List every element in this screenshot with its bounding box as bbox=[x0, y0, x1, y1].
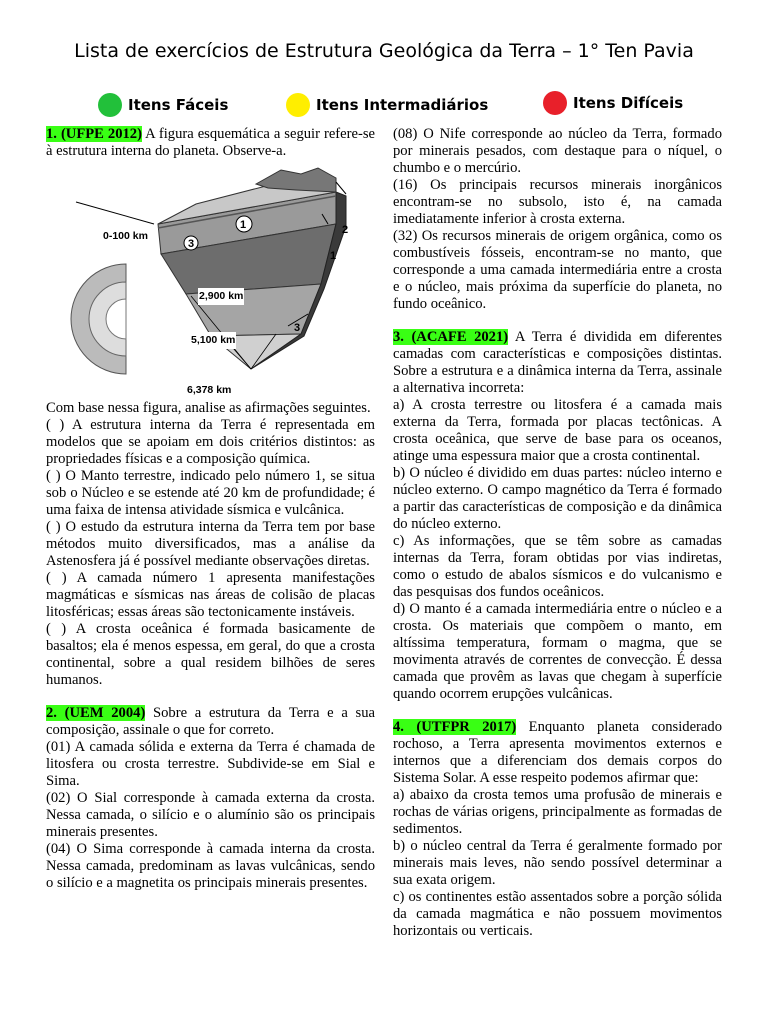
marker-3-circle: 3 bbox=[188, 238, 195, 250]
q1-item-4: ( ) A camada número 1 apresenta manifestações magmáticas e sísmicas nas áreas de colisão de placas litosféricas; essas áreas são tectonicamente instáveis. bbox=[46, 570, 375, 620]
q1-item-2: ( ) O Manto terrestre, indicado pelo número 1, se situa sob o Núcleo e se estende até 20 km de profundidade; é uma faixa de intensa atividade sísmica e vulcânica. bbox=[46, 468, 375, 518]
red-dot-icon bbox=[543, 91, 567, 115]
q3-option-d: d) O manto é a camada intermediária entre o núcleo e a crosta. Os materiais que compõem o manto, em altíssima temperatura, formam o magma, que se movimenta através de correntes de convecção. É dessa camada que provêm as lavas que chegam à superfície quando ocorrem erupções vulcânicas. bbox=[393, 601, 722, 702]
label-6378km: 6,378 km bbox=[186, 382, 232, 399]
q2-tag: 2. (UEM 2004) bbox=[46, 705, 146, 721]
q3-statement: 3. (ACAFE 2021) A Terra é dividida em diferentes camadas com características e composições distintas. Sobre a estrutura e a dinâmica interna da Terra, assinale a alternativa incorreta: bbox=[393, 329, 723, 396]
marker-2: 2 bbox=[342, 224, 349, 236]
q2-statement: 2. (UEM 2004) Sobre a estrutura da Terra e a sua composição, assinale o que for correto. bbox=[46, 705, 375, 738]
q4-option-c: c) os continentes estão assentados sobre a porção sólida da camada magmática e não possuem movimentos horizontais ou verticais. bbox=[393, 889, 722, 939]
legend-easy bbox=[98, 92, 228, 118]
q1-item-5: ( ) A crosta oceânica é formada basicamente de basaltos; ela é menos espessa, em geral, do que a crosta continental, sobre a qual residem bilhões de seres humanos. bbox=[46, 621, 375, 688]
q3-option-c: c) As informações, que se têm sobre as camadas internas da Terra, foram obtidas por vias indiretas, como o estudo de abalos sísmicos e do vulcanismo e das pesquisas dos fundos oceânicos. bbox=[393, 533, 722, 600]
label-2900km: 2,900 km bbox=[198, 288, 244, 305]
q3-option-b: b) O núcleo é dividido em duas partes: núcleo interno e núcleo externo. O campo magnético da Terra é formado a partir das características de composição e da dinâmica do núcleo externo. bbox=[393, 465, 722, 532]
q3-option-a: a) A crosta terrestre ou litosfera é a camada mais externa da Terra, formada por placas tectônicas. A crosta oceânica, que serve de base para os oceanos, atinge uma espessura maior que a crosta continental. bbox=[393, 397, 722, 464]
yellow-dot-icon bbox=[286, 93, 310, 117]
q1-statement: 1. (UFPE 2012) A figura esquemática a seguir refere-se à estrutura interna do planeta. Observe-a. bbox=[46, 126, 375, 159]
legend-hard-label: Itens Difíceis bbox=[573, 94, 684, 112]
label-0-100km: 0-100 km bbox=[102, 228, 149, 245]
marker-1-top: 1 bbox=[240, 219, 247, 231]
earth-diagram-svg bbox=[46, 164, 376, 386]
legend-medium bbox=[286, 92, 488, 118]
q2-item-02: (02) O Sial corresponde à camada externa da crosta. Nessa camada, o silício e o alumínio são os principais minerais presentes. bbox=[46, 790, 375, 840]
q4-option-b: b) o núcleo central da Terra é geralmente formado por minerais mais leves, não sendo possível determinar a sua exata origem. bbox=[393, 838, 722, 888]
q1-item-1: ( ) A estrutura interna da Terra é representada em modelos que se apoiam em dois critérios distintos: as propriedades físicas e a composição química. bbox=[46, 417, 375, 467]
right-column bbox=[393, 126, 722, 940]
q4-tag: 4. (UTFPR 2017) bbox=[393, 719, 517, 735]
legend-easy-label: Itens Fáceis bbox=[128, 96, 229, 114]
q2-item-16: (16) Os principais recursos minerais inorgânicos encontram-se no subsolo, isto é, na camada imediatamente inferior à crosta externa. bbox=[393, 177, 722, 227]
marker-3-side: 3 bbox=[294, 322, 301, 334]
label-5100km: 5,100 km bbox=[190, 332, 236, 349]
green-dot-icon bbox=[98, 93, 122, 117]
page-title: Lista de exercícios de Estrutura Geológica da Terra – 1° Ten Pavia bbox=[74, 40, 694, 62]
left-column bbox=[46, 126, 375, 892]
legend-hard bbox=[543, 90, 683, 116]
earth-structure-figure bbox=[46, 164, 376, 396]
q1-after: Com base nessa figura, analise as afirmações seguintes. bbox=[46, 400, 371, 416]
q4-statement: 4. (UTFPR 2017) Enquanto planeta considerado rochoso, a Terra apresenta movimentos externos e internos que a diferenciam dos demais corpos do Sistema Solar. A esse respeito podemos afirmar que: bbox=[393, 719, 722, 786]
q2-item-32: (32) Os recursos minerais de origem orgânica, como os combustíveis fósseis, encontram-se no manto, que corresponde a uma camada intermediária entre a crosta e o núcleo, mais próxima da superfície do planeta, no fundo oceânico. bbox=[393, 228, 722, 312]
q4-option-a: a) abaixo da crosta temos uma profusão de minerais e rochas de várias origens, principalmente as formadas de sedimentos. bbox=[393, 787, 722, 837]
q1-item-3: ( ) O estudo da estrutura interna da Terra tem por base métodos muito diversificados, mas a análise da Astenosfera já é possível mediante observações diretas. bbox=[46, 519, 375, 569]
marker-1-side: 1 bbox=[330, 250, 337, 262]
q2-item-01: (01) A camada sólida e externa da Terra é chamada de litosfera ou crosta terrestre. Subdivide-se em Sial e Sima. bbox=[46, 739, 375, 789]
q2-item-04: (04) O Sima corresponde à camada interna da crosta. Nessa camada, predominam as lavas vulcânicas, sendo o silício e a magnetita os principais minerais presentes. bbox=[46, 841, 375, 891]
q2-item-08: (08) O Nife corresponde ao núcleo da Terra, formado por minerais pesados, com destaque para o níquel, o chumbo e o mercúrio. bbox=[393, 126, 722, 176]
legend-medium-label: Itens Intermadiários bbox=[316, 96, 489, 114]
q3-tag: 3. (ACAFE 2021) bbox=[393, 329, 509, 345]
q1-tag: 1. (UFPE 2012) bbox=[46, 126, 142, 142]
